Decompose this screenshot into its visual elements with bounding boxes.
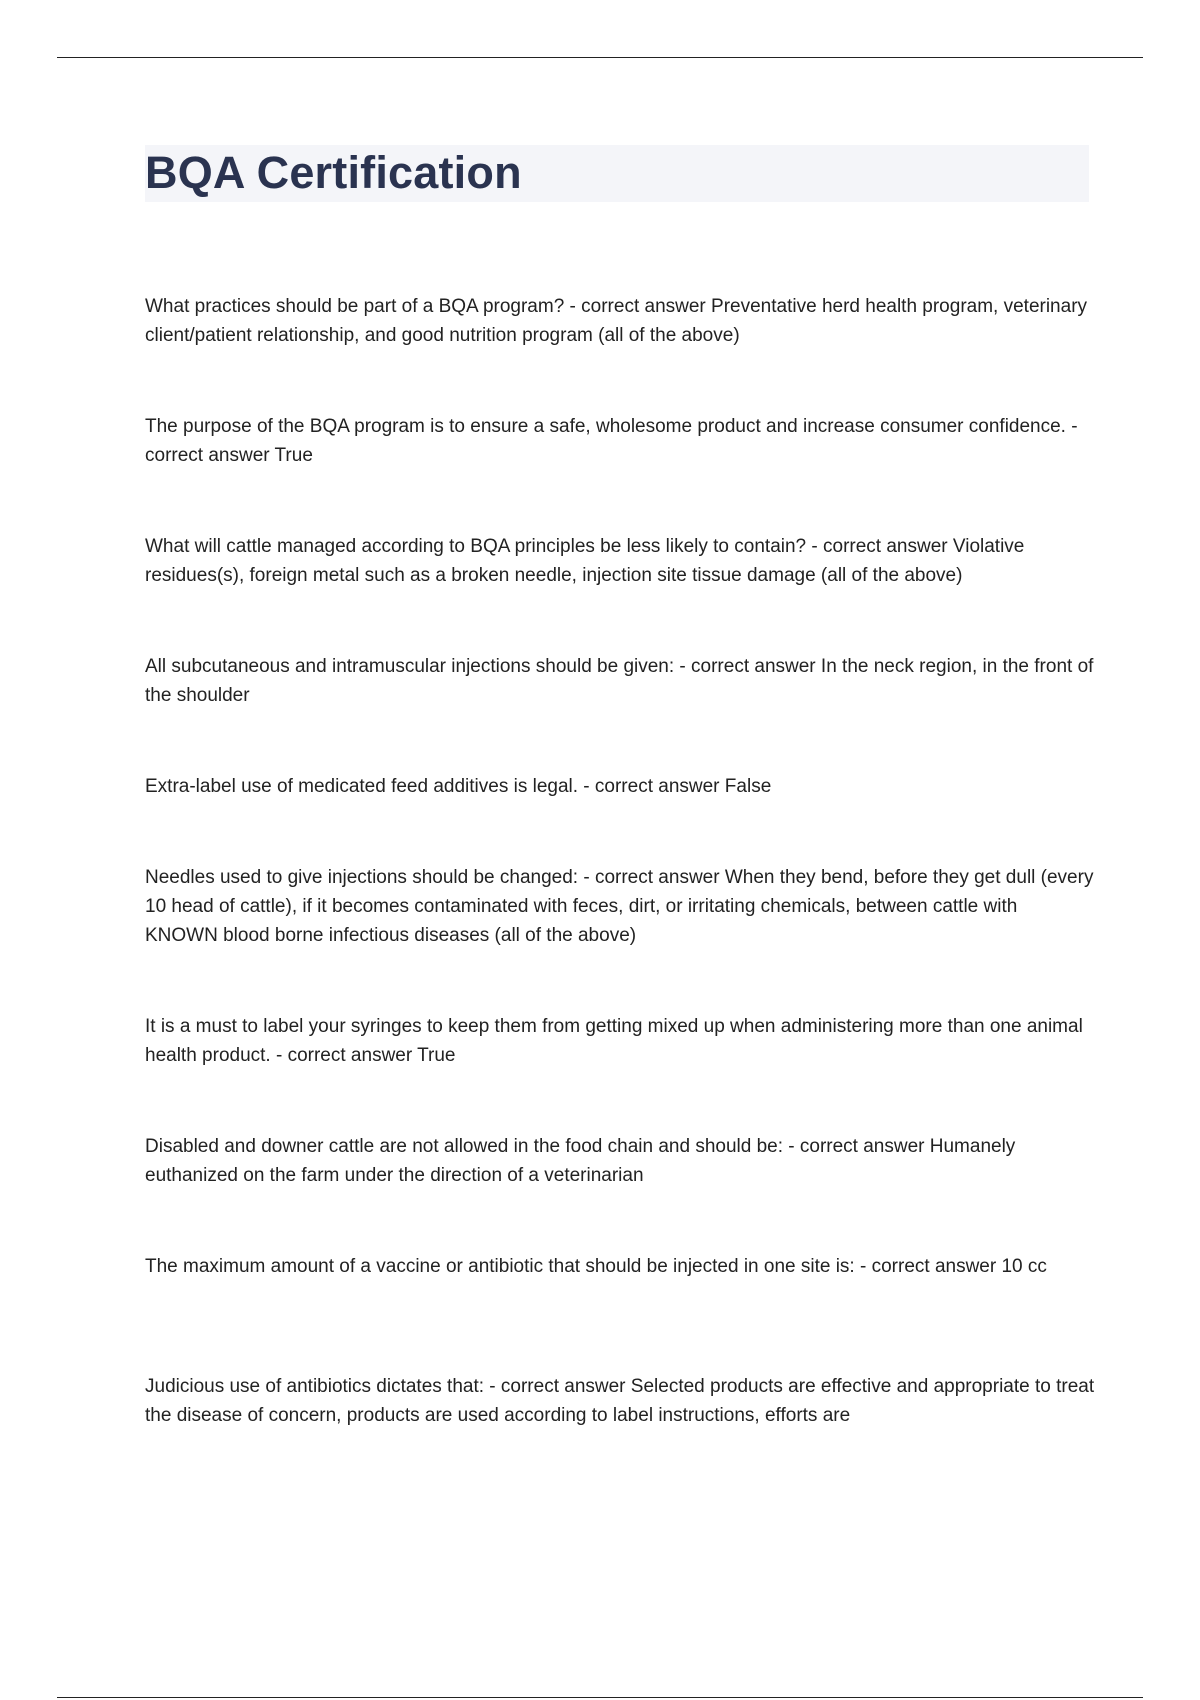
- answer: True: [274, 445, 313, 466]
- answer: In the neck region, in the front of the shoulder: [145, 656, 1094, 706]
- answer-separator: - correct answer: [270, 1045, 418, 1066]
- bottom-rule: [57, 1697, 1143, 1698]
- answer: Humanely euthanized on the farm under the direction of a veterinarian: [145, 1136, 1016, 1186]
- qa-item-8: [145, 1132, 1095, 1252]
- question: It is a must to label your syringes to keep them from getting mixed up when administering more than one animal health product.: [145, 1016, 1083, 1066]
- answer-separator: - correct answer: [806, 536, 953, 557]
- answer: When they bend, before they get dull (every 10 head of cattle), if it becomes contaminated with feces, dirt, or irritating chemicals, between cattle with KNOWN blood borne infectious diseases (all of the above): [145, 867, 1094, 946]
- answer: Preventative herd health program, veterinary client/patient relationship, and good nutrition program (all of the above): [145, 296, 1088, 346]
- question: All subcutaneous and intramuscular injections should be given:: [145, 656, 675, 677]
- question: What practices should be part of a BQA program?: [145, 296, 565, 317]
- answer-separator: - correct answer: [578, 867, 725, 888]
- question: Extra-label use of medicated feed additives is legal.: [145, 776, 579, 797]
- answer-separator: - correct answer: [564, 296, 712, 317]
- qa-item-6: [145, 863, 1095, 1012]
- qa-item-5: [145, 772, 1095, 863]
- question: Disabled and downer cattle are not allowed in the food chain and should be:: [145, 1136, 783, 1157]
- answer: True: [417, 1045, 456, 1066]
- answer: 10 cc: [1001, 1256, 1047, 1277]
- qa-list: [145, 292, 1095, 1492]
- question: Judicious use of antibiotics dictates that:: [145, 1376, 485, 1397]
- question: The purpose of the BQA program is to ensure a safe, wholesome product and increase consumer confidence.: [145, 416, 1066, 437]
- answer-separator: - correct answer: [484, 1376, 631, 1397]
- question: Needles used to give injections should be changed:: [145, 867, 579, 888]
- answer-separator: - correct answer: [145, 416, 1078, 466]
- top-rule: [57, 57, 1143, 58]
- qa-item-1: [145, 292, 1095, 412]
- question: What will cattle managed according to BQA principles be less likely to contain?: [145, 536, 807, 557]
- qa-item-3: [145, 532, 1095, 652]
- qa-item-4: [145, 652, 1095, 772]
- qa-item-7: [145, 1012, 1095, 1132]
- question: The maximum amount of a vaccine or antibiotic that should be injected in one site is:: [145, 1256, 855, 1277]
- page-title: BQA Certification: [145, 147, 522, 198]
- qa-item-10: [145, 1372, 1095, 1492]
- answer-separator: - correct answer: [783, 1136, 930, 1157]
- qa-item-9: [145, 1252, 1095, 1372]
- qa-item-2: [145, 412, 1095, 532]
- answer-separator: - correct answer: [674, 656, 821, 677]
- answer-separator: - correct answer: [854, 1256, 1002, 1277]
- answer-separator: - correct answer: [578, 776, 725, 797]
- answer: Violative residues(s), foreign metal such as a broken needle, injection site tissue damage (all of the above): [145, 536, 1025, 586]
- answer: False: [724, 776, 772, 797]
- answer: Selected products are effective and appropriate to treat the disease of concern, products are used according to label instructions, efforts are: [145, 1376, 1095, 1426]
